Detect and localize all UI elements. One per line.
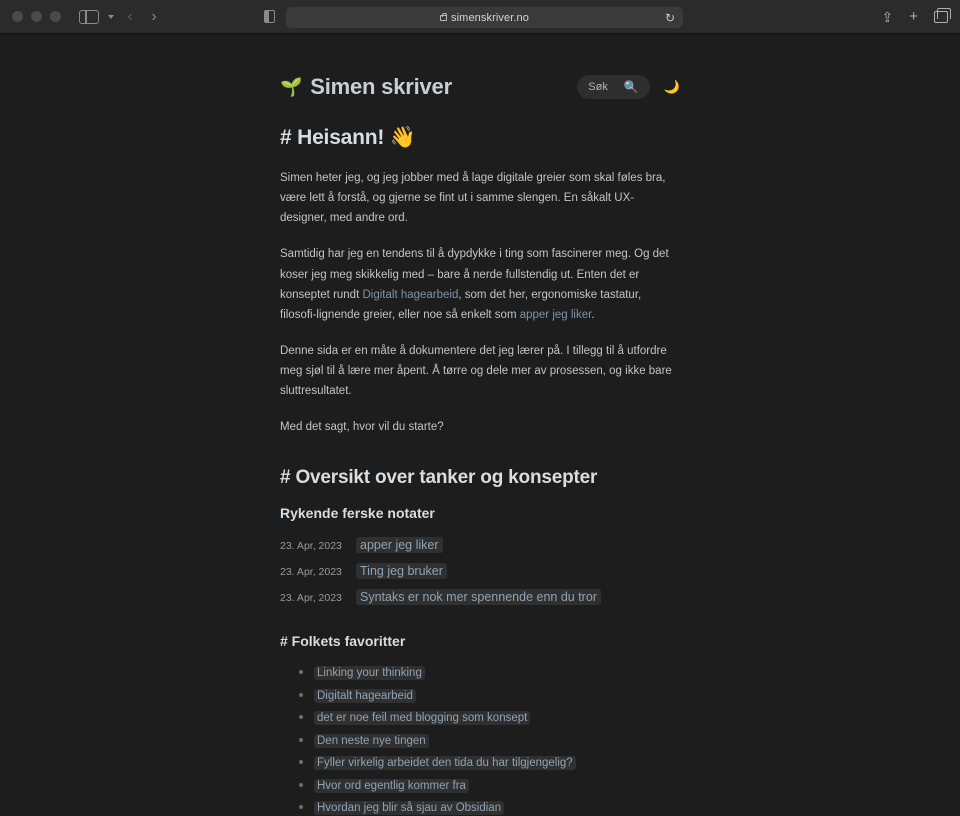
section-title-oversikt: # Oversikt over tanker og konsepter (280, 467, 598, 489)
list-item (280, 589, 680, 605)
intro-p2-text-a: Samtidig har jeg en tendens til å dypdykke i ting som fascinerer meg. Og det koser jeg meg skikkelig med – bare å nerde fullstendig ut. Enten det er konseptet rundt (280, 248, 669, 301)
intro-p2-text-b: , som det her, ergonomiske tastatur, filosofi-lignende greier, eller noe så enkelt som (280, 288, 642, 321)
favorite-link[interactable]: det er noe feil med blogging som konsept (314, 711, 530, 725)
note-link[interactable]: apper jeg liker (356, 537, 443, 553)
note-date: 23. Apr, 2023 (280, 592, 342, 605)
url-text: simenskriver.no (451, 11, 529, 24)
list-item (314, 798, 680, 816)
intro-p2-text-c: . (591, 308, 595, 321)
list-item (314, 686, 680, 704)
back-icon[interactable]: ‹ (127, 7, 133, 25)
list-item (314, 663, 680, 681)
link-digitalt-hagearbeid[interactable]: Digitalt hagearbeid (362, 288, 459, 301)
intro-paragraph-3: Denne sida er en måte å dokumentere det jeg lærer på. I tillegg til å utfordre meg sjøl til å lære mer åpent. Å tørre og dele mer av prosessen, og ikke bare sluttresultatet. (280, 344, 672, 398)
sidebar-icon[interactable] (79, 10, 99, 24)
search-icon[interactable]: 🔍 (623, 80, 639, 94)
note-link[interactable]: Ting jeg bruker (356, 563, 447, 579)
list-item (314, 731, 680, 749)
window-controls[interactable] (12, 11, 61, 22)
page-content (280, 34, 680, 816)
site-header (280, 74, 680, 100)
favorites-list (280, 663, 680, 816)
site-title: Simen skriver (310, 74, 452, 99)
site-logo[interactable] (280, 74, 452, 100)
page-title: # Heisann! 👋 (280, 126, 416, 149)
list-item (280, 537, 680, 553)
reader-view-icon[interactable] (264, 10, 275, 23)
address-bar[interactable] (286, 7, 683, 28)
list-item (314, 708, 680, 726)
tabs-overview-icon[interactable] (934, 11, 948, 23)
favorite-link[interactable]: Hvor ord egentlig kommer fra (314, 779, 469, 793)
header-tools (577, 75, 680, 99)
note-link[interactable]: Syntaks er nok mer spennende enn du tror (356, 589, 601, 605)
favorite-link[interactable]: Den neste nye tingen (314, 734, 429, 748)
search-placeholder: Søk (588, 81, 608, 93)
intro-paragraph-4: Med det sagt, hvor vil du starte? (280, 421, 444, 434)
subsection-title-favorites: # Folkets favoritter (280, 633, 406, 650)
toolbar-right-group (882, 9, 949, 24)
page-viewport (0, 34, 960, 815)
reload-icon[interactable]: ↻ (664, 10, 675, 25)
close-window-button[interactable] (12, 11, 23, 22)
navigation-controls (79, 9, 161, 25)
list-item (280, 563, 680, 579)
link-apper-jeg-liker[interactable]: apper jeg liker (519, 308, 592, 321)
favorite-link[interactable]: Digitalt hagearbeid (314, 689, 416, 703)
lock-icon (440, 15, 447, 21)
minimize-window-button[interactable] (31, 11, 42, 22)
dark-mode-toggle-icon[interactable]: 🌙 (663, 79, 680, 94)
seedling-icon: 🌱 (280, 76, 303, 97)
intro-paragraph-2 (280, 244, 680, 325)
subsection-title-recent-notes: Rykende ferske notater (280, 505, 435, 522)
list-item (314, 753, 680, 771)
favorite-link[interactable]: Hvordan jeg blir så sjau av Obsidian (314, 801, 504, 815)
note-date: 23. Apr, 2023 (280, 566, 342, 579)
maximize-window-button[interactable] (50, 11, 61, 22)
favorite-link[interactable]: Fyller virkelig arbeidet den tida du har tilgjengelig? (314, 756, 576, 770)
search-input[interactable] (577, 75, 650, 99)
chevron-down-icon[interactable] (108, 15, 114, 19)
forward-icon[interactable]: › (151, 7, 157, 25)
favorite-link[interactable]: Linking your thinking (314, 666, 425, 680)
new-tab-icon[interactable]: + (909, 8, 918, 25)
note-date: 23. Apr, 2023 (280, 540, 342, 553)
intro-paragraph-1: Simen heter jeg, og jeg jobber med å lage digitale greier som skal føles bra, være lett å forstå, og gjerne se fint ut i samme slengen. En såkalt UX-designer, med andre ord. (280, 172, 666, 225)
recent-notes-list (280, 537, 680, 605)
list-item (314, 776, 680, 794)
share-icon[interactable]: ⇪ (881, 8, 894, 25)
browser-toolbar (0, 0, 960, 34)
